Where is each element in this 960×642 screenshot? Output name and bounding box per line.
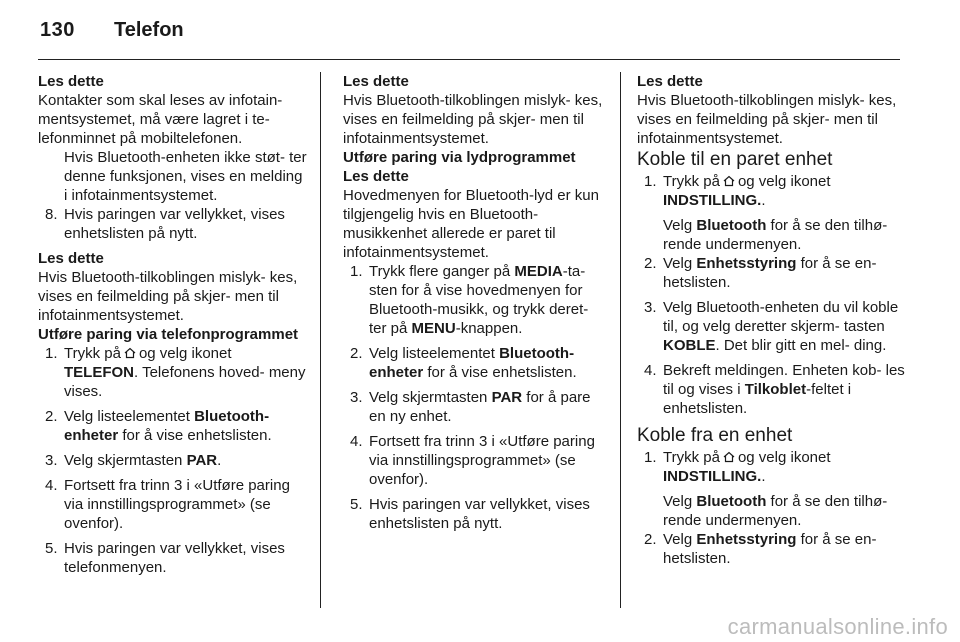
list-item [343, 262, 605, 338]
step-number: 4. [45, 477, 58, 494]
step-text: for å se en- hetslisten. [663, 255, 877, 291]
list-item [637, 254, 905, 292]
subheading: Utføre paring via lydprogrammet [343, 149, 576, 166]
step-text: og velg ikonet [737, 449, 831, 466]
note-block [637, 72, 905, 148]
column-divider-1 [320, 72, 321, 608]
step-text: Hvis paringen var vellykket, vises enhetslisten på nytt. [369, 496, 590, 532]
column-divider-2 [620, 72, 621, 608]
steps-list [637, 530, 905, 568]
step-text: -knappen. [455, 320, 523, 337]
step-number: 4. [644, 362, 657, 379]
step-text: Fortsett fra trinn 3 i «Utføre paring via innstillingsprogrammet» (se ovenfor). [64, 477, 290, 532]
list-item [343, 495, 605, 533]
ui-label: PAR [491, 389, 523, 406]
ui-label: TELEFON [64, 364, 134, 381]
note-title: Les dette [38, 250, 104, 267]
note-text: Hvis Bluetooth-tilkoblingen mislyk- kes, vises en feilmelding på skjer- men til infotainmentsystemet. [637, 92, 897, 147]
list-item [637, 298, 905, 355]
column-3 [637, 72, 905, 574]
step-text: og velg ikonet [737, 173, 831, 190]
step-number: 2. [45, 408, 58, 425]
ui-label: MENU [411, 320, 456, 337]
page-number: 130 [40, 19, 75, 41]
step-text: Trykk flere ganger på [369, 263, 511, 280]
note-block [343, 167, 605, 262]
step-text: . Telefonens hoved- meny vises. [64, 364, 306, 400]
step-continuation [637, 216, 905, 254]
section-title: Telefon [114, 19, 184, 41]
step-text: for å se den tilhø- rende undermenyen. [663, 493, 888, 529]
step-text: Velg [663, 217, 693, 234]
note-title: Les dette [343, 168, 409, 185]
note-title: Les dette [343, 73, 409, 90]
note-block [38, 72, 308, 148]
ui-label: Bluetooth [696, 217, 767, 234]
section-heading: Koble fra en enhet [637, 425, 793, 446]
step-text: Trykk på [663, 449, 720, 466]
ui-label: Enhetsstyring [696, 531, 797, 548]
home-icon [124, 345, 136, 357]
step-text: . [761, 468, 766, 485]
steps-list [38, 205, 308, 243]
step-number: 3. [45, 452, 58, 469]
note-block [38, 249, 308, 325]
list-item [637, 172, 905, 210]
step-text: Velg [663, 493, 693, 510]
list-item [38, 407, 308, 445]
step-text: Bekreft meldingen. Enheten kob- les til og vises i [663, 362, 905, 398]
step-number: 2. [644, 255, 657, 272]
list-item [343, 388, 605, 426]
step-continuation [637, 492, 905, 530]
step-text: . Det blir gitt en mel- ding. [715, 337, 887, 354]
list-item [637, 530, 905, 568]
step-text: Velg [663, 255, 693, 272]
step-text: . [761, 192, 766, 209]
watermark: carmanualsonline.info [727, 614, 948, 639]
note-text: Hvis Bluetooth-tilkoblingen mislyk- kes, vises en feilmelding på skjer- men til infotainmentsystemet. [38, 269, 298, 324]
ui-label: INDSTILLING. [663, 192, 762, 209]
home-icon [723, 449, 735, 461]
step-text: for å pare en ny enhet. [369, 389, 591, 425]
steps-list [637, 172, 905, 210]
step-number: 2. [644, 531, 657, 548]
step-text: Velg skjermtasten [369, 389, 488, 406]
list-item [343, 344, 605, 382]
ui-label: INDSTILLING. [663, 468, 762, 485]
step-text: -ta- sten for å vise hovedmenyen for Bluetooth-musikk, og trykk deret- ter på [369, 263, 589, 337]
step-text: for å se den tilhø- rende undermenyen. [663, 217, 888, 253]
note-text: Kontakter som skal leses av infotain- mentsystemet, må være lagret i te- lefonminnet på mobiltelefonen. [38, 92, 283, 147]
step-text: og velg ikonet [138, 345, 232, 362]
list-item [38, 476, 308, 533]
step-text: Velg skjermtasten [64, 452, 183, 469]
step-text: Velg [663, 531, 693, 548]
step-number: 5. [45, 540, 58, 557]
step-text: Trykk på [663, 173, 720, 190]
step-text: for å se en- hetslisten. [663, 531, 877, 567]
note-title: Les dette [637, 73, 703, 90]
home-icon [723, 173, 735, 185]
ui-label: Enhetsstyring [696, 255, 797, 272]
header-rule [38, 59, 900, 60]
step-text: for å vise enhetslisten. [427, 364, 577, 381]
steps-list [637, 254, 905, 418]
step-number: 1. [644, 173, 657, 190]
ui-label: Bluetooth [696, 493, 767, 510]
step-number: 3. [350, 389, 363, 406]
ui-label: Bluetooth- enheter [64, 408, 270, 444]
ui-label: Tilkoblet [744, 381, 807, 398]
step-text: Fortsett fra trinn 3 i «Utføre paring via innstillingsprogrammet» (se ovenfor). [369, 433, 595, 488]
step-number: 8. [45, 206, 58, 223]
step-number: 1. [644, 449, 657, 466]
list-item [38, 539, 308, 577]
step-continuation: Hvis Bluetooth-enheten ikke støt- ter denne funksjonen, vises en melding i infotainmentsystemet. [64, 149, 307, 204]
ui-label: MEDIA [514, 263, 563, 280]
step-text: Hvis paringen var vellykket, vises enhetslisten på nytt. [64, 206, 285, 242]
step-text: Velg Bluetooth-enheten du vil koble til, og velg deretter skjerm- tasten [663, 299, 899, 335]
column-2 [343, 72, 605, 539]
step-number: 4. [350, 433, 363, 450]
steps-list [38, 344, 308, 577]
section-heading: Koble til en paret enhet [637, 149, 833, 170]
ui-label: Bluetooth- enheter [369, 345, 575, 381]
steps-list [343, 262, 605, 533]
ui-label: KOBLE [663, 337, 716, 354]
note-block [343, 72, 605, 148]
step-number: 2. [350, 345, 363, 362]
list-item [637, 448, 905, 486]
note-text: Hovedmenyen for Bluetooth-lyd er kun tilgjengelig hvis en Bluetooth- musikkenhet allerede er paret til infotainmentsystemet. [343, 187, 599, 261]
step-number: 1. [45, 345, 58, 362]
step-number: 1. [350, 263, 363, 280]
step-text: -feltet i enhetslisten. [663, 381, 852, 417]
page-header [0, 0, 960, 60]
step-text: Trykk på [64, 345, 121, 362]
list-item [637, 361, 905, 418]
note-text: Hvis Bluetooth-tilkoblingen mislyk- kes, vises en feilmelding på skjer- men til infotainmentsystemet. [343, 92, 603, 147]
list-item [38, 344, 308, 401]
step-number: 5. [350, 496, 363, 513]
step-text: Hvis paringen var vellykket, vises telefonmenyen. [64, 540, 285, 576]
column-1 [38, 72, 308, 583]
note-title: Les dette [38, 73, 104, 90]
step-number: 3. [644, 299, 657, 316]
ui-label: PAR [186, 452, 218, 469]
step-text: . [217, 452, 222, 469]
list-item [38, 205, 308, 243]
subheading: Utføre paring via telefonprogrammet [38, 326, 299, 343]
step-text: Velg listeelementet [64, 408, 190, 425]
list-item [38, 451, 308, 470]
list-item [343, 432, 605, 489]
step-text: for å vise enhetslisten. [122, 427, 272, 444]
step-text: Velg listeelementet [369, 345, 495, 362]
steps-list [637, 448, 905, 486]
